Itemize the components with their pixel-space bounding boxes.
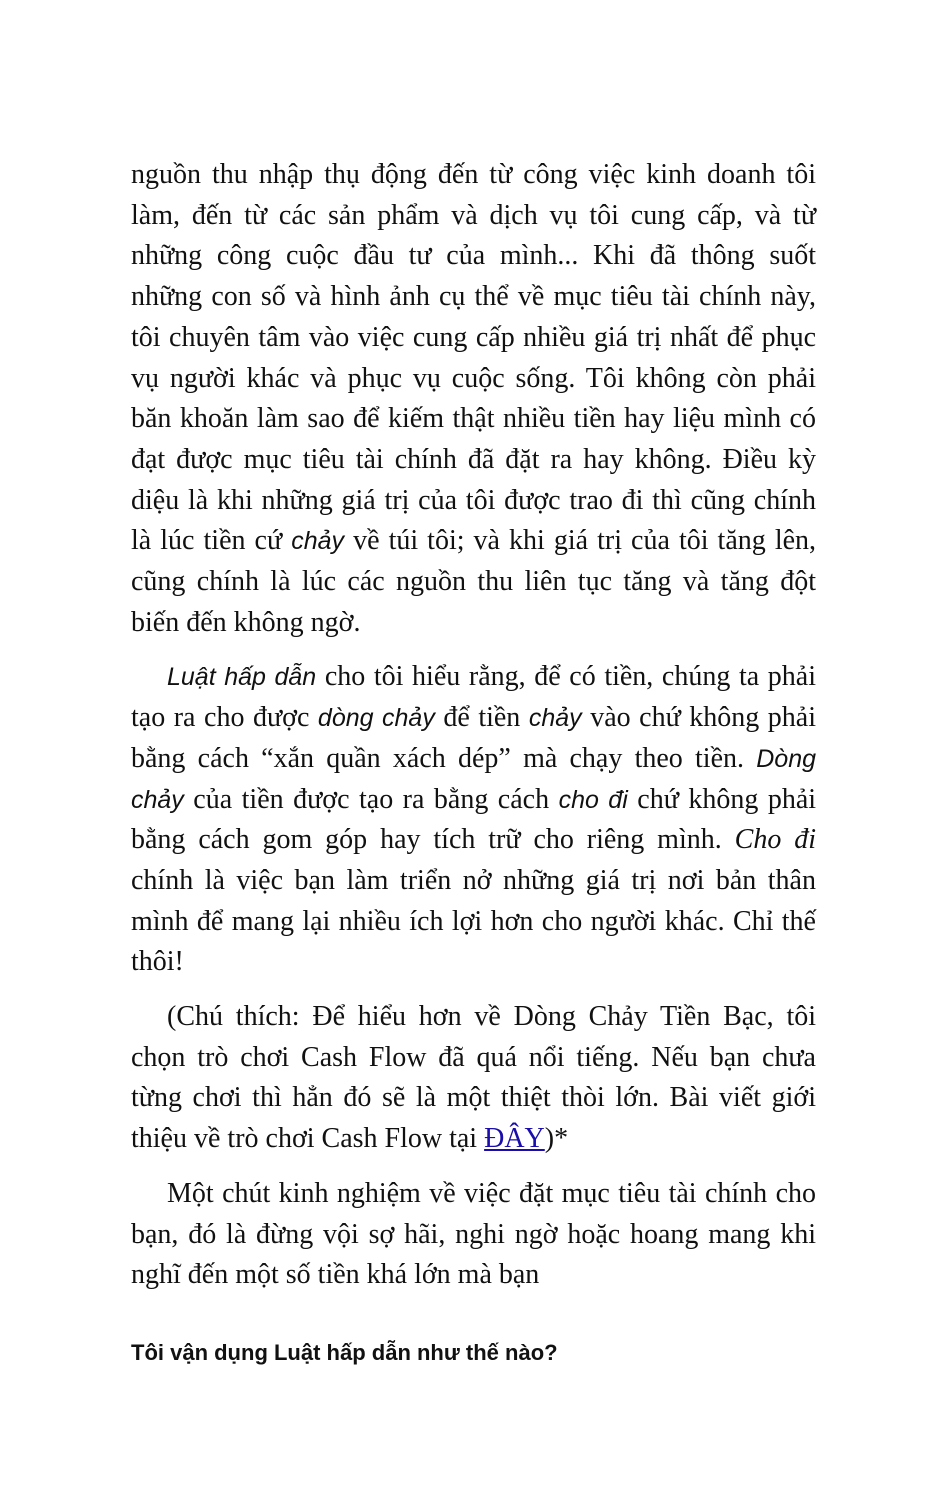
paragraph-2-text-1: cho tôi hiểu rằng, để có tiền, chúng ta phải tạo ra cho được: [131, 661, 816, 734]
paragraph-1-text: nguồn thu nhập thụ động đến từ công việc kinh doanh tôi làm, đến từ các sản phẩm và dịch vụ tôi cung cấp, và từ những công cuộc đầu tư của mình... Khi đã thông suốt những con số và hình ảnh cụ thể về mục tiêu tài chính này, tôi chuyên tâm vào việc cung cấp nhiều giá trị nhất để phục vụ người khác và phục vụ cuộc sống. Tôi không còn phải băn khoăn làm sao để kiếm thật nhiều tiền hay liệu mình có đạt được mục tiêu tài chính đã đặt ra hay không. Điều kỳ diệu là khi những giá trị của tôi được trao đi thì cũng chính là lúc tiền cứ: [131, 159, 816, 557]
emphasis-luat-hap-dan: Luật hấp dẫn: [167, 663, 317, 692]
emphasis-chay: chảy: [291, 527, 345, 556]
note-tail: )*: [544, 1123, 569, 1155]
paragraph-2-text-5: chứ không phải bằng cách gom góp hay tích trữ cho riêng mình.: [131, 783, 817, 856]
paragraph-2-text-6: chính là việc bạn làm triển nở những giá trị nơi bản thân mình để mang lại nhiều ích lợi hơn cho người khác. Chỉ thế thôi!: [131, 864, 816, 978]
paragraph-3-note: [131, 997, 816, 1160]
paragraph-1-tail: về túi tôi; và khi giá trị của tôi tăng lên, cũng chính là lúc các nguồn thu liên tục tăng và tăng đột biến đến không ngờ.: [131, 525, 817, 638]
paragraph-4: [131, 1174, 816, 1296]
paragraph-1: [131, 155, 816, 643]
emphasis-cho-di: cho đi: [558, 785, 628, 814]
paragraph-2-text-3: vào chứ không phải bằng cách “xắn quần xách dép” mà chạy theo tiền.: [131, 702, 817, 774]
paragraph-2-text-4: của tiền được tạo ra bằng cách: [193, 783, 550, 815]
emphasis-chay-2: chảy: [528, 704, 582, 733]
paragraph-2: [131, 657, 816, 983]
body-text: [131, 155, 816, 1296]
running-footer-title: Tôi vận dụng Luật hấp dẫn như thế nào?: [131, 1340, 558, 1365]
day-link[interactable]: ĐÂY: [484, 1123, 545, 1155]
note-text: (Chú thích: Để hiểu hơn về Dòng Chảy Tiền Bạc, tôi chọn trò chơi Cash Flow đã quá nổi tiếng. Nếu bạn chưa từng chơi thì hẳn đó sẽ là một thiệt thòi lớn. Bài viết giới thiệu về trò chơi Cash Flow tại: [131, 1001, 816, 1155]
emphasis-dong-chay-2: Dòng chảy: [131, 744, 816, 814]
emphasis-cho-di-2: Cho đi: [734, 824, 817, 856]
paragraph-2-text-2: để tiền: [443, 702, 521, 734]
paragraph-4-text: Một chút kinh nghiệm về việc đặt mục tiêu tài chính cho bạn, đó là đừng vội sợ hãi, nghi ngờ hoặc hoang mang khi nghĩ đến một số tiền khá lớn mà bạn: [131, 1177, 816, 1291]
emphasis-dong-chay: dòng chảy: [317, 704, 435, 733]
